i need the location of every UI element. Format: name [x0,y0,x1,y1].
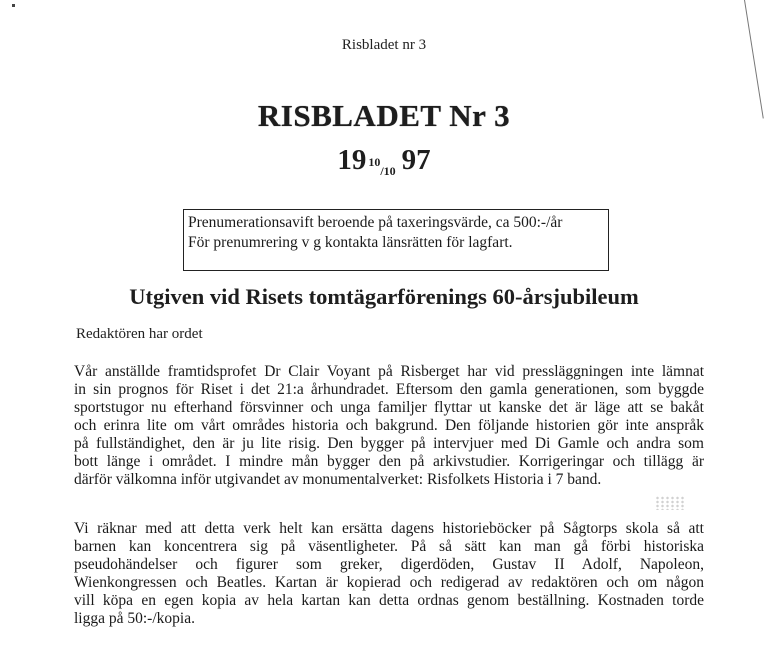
scan-speck [12,4,15,7]
paragraph-line: in sin prognos för Riset i det 21:a århundradet. Eftersom den gamla generationen, som byggde [74,381,704,398]
paragraph-line: på fullständighet, den är ju lite risig. Den bygger på intervjuer med Di Gamle och andra som [74,435,704,452]
subscription-box [183,209,609,271]
paragraph-line: sportstugor nu efterhand försvinner och unga familjer flyttar ut kanske det är läge att se bakåt [74,399,704,416]
masthead-title: RISBLADET Nr 3 [257,98,511,133]
issue-date-fraction-top: 10 [368,155,381,169]
issue-date-day: 19 [337,144,367,176]
paragraph-line: och erinra lite om vårt områdes historia och bakgrund. Den följande historien gör inte anspråk [74,417,704,434]
scan-smudge [655,496,685,510]
subscription-line-2: För prenumrering v g kontakta länsrätten för lagfart. [188,234,513,251]
paragraph-line: bott länge i området. I mindre mån bygger den på arkivstudier. Korrigeringar och tillägg är [74,453,704,470]
paragraph-line: därför välkomna inför utgivandet av monumentalverket: Risfolkets Historia i 7 band. [74,471,602,488]
paragraph-line: Wienkongressen och Beatles. Kartan är kopierad och redigerad av redaktören och om någon [74,574,704,591]
paragraph-line: Vi räknar med att detta verk helt kan ersätta dagens historieböcker på Sågtorps skola så att [74,520,704,537]
paragraph-line: Vår anställde framtidsprofet Dr Clair Voyant på Risberget har vid pressläggningen inte lämnat [74,363,704,380]
paragraph-history-books [74,520,704,628]
subscription-line-1: Prenumerationsavift beroende på taxeringsvärde, ca 500:-/år [188,214,563,231]
paragraph-editor-intro [74,363,704,489]
running-header: Risbladet nr 3 [341,37,427,53]
issue-date-fraction-bottom: /10 [380,164,396,178]
section-label: Redaktören har ordet [76,326,203,342]
paragraph-line: barnen kan koncentrera sig på väsentligheter. På så sätt kan man gå förbi historiska [74,538,704,555]
paragraph-line: ligga på 50:-/kopia. [74,610,195,627]
issue-date [0,144,768,177]
subtitle: Utgiven vid Risets tomtägarförenings 60-årsjubileum [129,284,639,309]
issue-date-year: 97 [401,144,431,176]
paragraph-line: pseudohändelser och figurer som greker, digerdöden, Gustav II Adolf, Napoleon, [74,556,704,573]
issue-date-fraction [368,155,396,178]
paragraph-line: vill köpa en egen kopia av hela kartan kan detta ordnas genom beställning. Kostnaden torde [74,592,704,609]
